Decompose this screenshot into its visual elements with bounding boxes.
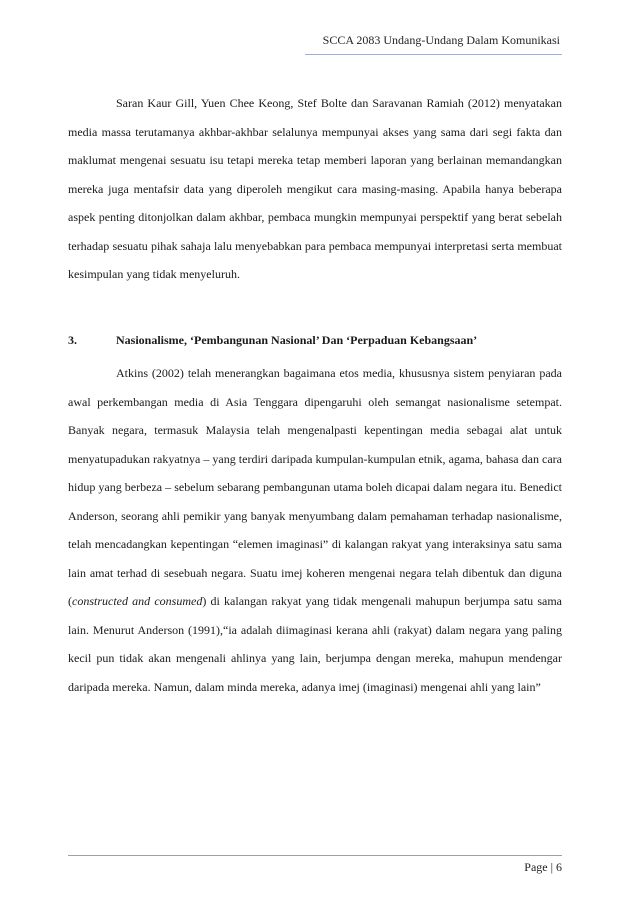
paragraph2-italic-phrase: constructed and consumed: [72, 594, 203, 608]
paragraph-gill-2012: Saran Kaur Gill, Yuen Chee Keong, Stef Bolte dan Saravanan Ramiah (2012) menyatakan media massa terutamanya akhbar-akhbar selalunya mempunyai akses yang sama dari segi fakta dan maklumat mengenai sesuatu isu tetapi mereka tetap memberi laporan yang berlainan memandangkan mereka juga mentafsir data yang diperoleh mengikut cara masing-masing. Apabila hanya beberapa aspek penting ditonjolkan dalam akhbar, pembaca mungkin mempunyai perspektif yang berat sebelah terhadap sesuatu pihak sahaja lalu menyebabkan para pembaca mempunyai interpretasi serta membuat kesimpulan yang tidak menyeluruh.: [68, 96, 562, 281]
paragraph-atkins-2002: [68, 359, 562, 701]
section-number: 3.: [68, 333, 77, 347]
page-number: Page | 6: [524, 860, 562, 874]
paragraph2-text-end: ) di kalangan rakyat yang tidak mengenali mahupun berjumpa satu sama lain. Menurut Anderson (1991),“ia adalah diimaginasi kerana ahli (rakyat) dalam negara yang paling kecil pun tidak akan mengenali ahlinya yang lain, berjumpa dengan mereka, mahupun mendengar daripada mereka. Namun, dalam minda mereka, adanya imej (imaginasi) mengenai ahli yang lain”: [68, 594, 563, 694]
running-header: SCCA 2083 Undang-Undang Dalam Komunikasi: [322, 33, 560, 47]
section-title: Nasionalisme, ‘Pembangunan Nasional’ Dan ‘Perpaduan Kebangsaan’: [116, 333, 478, 347]
header-divider: [305, 54, 562, 55]
section-heading: [68, 333, 562, 348]
footer-divider: [68, 855, 562, 856]
paragraph2-text-start: Atkins (2002) telah menerangkan bagaimana etos media, khususnya sistem penyiaran pada awal perkembangan media di Asia Tenggara dipengaruhi oleh semangat nasionalisme setempat. Banyak negara, termasuk Malaysia telah mengenalpasti kepentingan media sebagai alat untuk menyatupadukan rakyatnya – yang terdiri daripada kumpulan-kumpulan etnik, agama, bahasa dan cara hidup yang berbeza – sebelum sebarang pembangunan utama boleh dicapai dalam negara itu. Benedict Anderson, seorang ahli pemikir yang banyak menyumbang dalam pemahaman terhadap nasionalisme, telah mencadangkan kepentingan “elemen imaginasi” di kalangan rakyat yang interaksinya satu sama lain amat terhad di sesebuah negara. Suatu imej koheren mengenai negara telah dibentuk dan diguna (: [68, 366, 562, 608]
